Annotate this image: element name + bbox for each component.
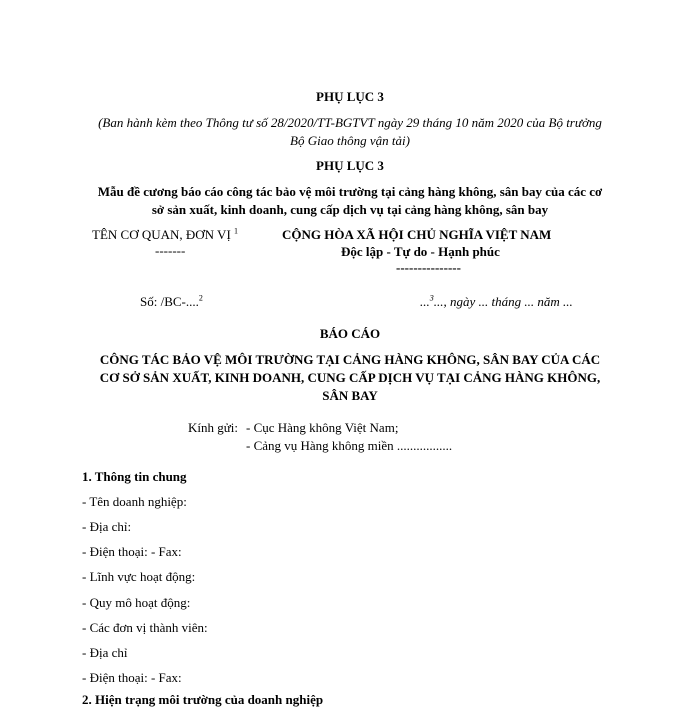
org-name-footnote: 1 (234, 226, 239, 236)
list-item-phone-fax: - Điện thoại: - Fax: (82, 544, 182, 559)
list-item-address: - Địa chỉ: (82, 519, 132, 534)
report-subtitle-line1: CÔNG TÁC BẢO VỆ MÔI TRƯỜNG TẠI CẢNG HÀNG KHÔNG, SÂN BAY CỦA CÁC (99, 352, 601, 367)
list-item-member-phone-fax: - Điện thoại: - Fax: (82, 670, 182, 685)
section-2-heading: 2. Hiện trạng môi trường của doanh nghiệp (82, 692, 324, 707)
date-footnote: 3 (429, 293, 434, 303)
report-title: BÁO CÁO (319, 326, 381, 341)
appendix-title: PHỤ LỤC 3 (316, 89, 384, 104)
section-1-heading: 1. Thông tin chung (82, 469, 187, 484)
list-item-operation-scale: - Quy mô hoạt động: (82, 595, 191, 610)
national-motto: Độc lập - Tự do - Hạnh phúc (341, 244, 500, 259)
report-subtitle-line3: SÂN BAY (322, 388, 378, 403)
recipient-2: - Cảng vụ Hàng không miền ................. (246, 438, 453, 453)
form-title-line2: sở sản xuất, kinh doanh, cung cấp dịch vụ tại cảng hàng không, sân bay (151, 202, 549, 217)
org-name: TÊN CƠ QUAN, ĐƠN VỊ $^1$ (92, 226, 239, 242)
form-title-line1: Mẫu đề cương báo cáo công tác bảo vệ môi trường tại cảng hàng không, sân bay của các cơ (97, 184, 603, 199)
nation-name: CỘNG HÒA XÃ HỘI CHỦ NGHĨA VIỆT NAM (282, 227, 552, 242)
list-item-business-field: - Lĩnh vực hoạt động: (82, 569, 196, 584)
issuance-note-line1: (Ban hành kèm theo Thông tư số 28/2020/TT-BGTVT ngày 29 tháng 10 năm 2020 của Bộ trưởng (98, 115, 602, 130)
doc-number-footnote: 2 (198, 293, 203, 303)
list-item-member-address: - Địa chỉ (82, 645, 128, 660)
issuance-note-line2: Bộ Giao thông vận tải) (290, 133, 410, 148)
document-number: Số: /BC-....$^2$ (140, 293, 203, 309)
list-item-member-units: - Các đơn vị thành viên: (82, 620, 208, 635)
appendix-title-repeat: PHỤ LỤC 3 (316, 158, 384, 173)
motto-dashes: --------------- (396, 260, 461, 275)
place-date: ...$^3$..., ngày ... tháng ... năm ... (420, 293, 573, 309)
recipient-1: - Cục Hàng không Việt Nam; (246, 420, 399, 435)
org-dashes: ------- (155, 243, 186, 258)
recipients-label: Kính gửi: (188, 420, 239, 435)
report-subtitle-line2: CƠ SỞ SẢN XUẤT, KINH DOANH, CUNG CẤP DỊCH VỤ TẠI CẢNG HÀNG KHÔNG, (99, 370, 601, 385)
list-item-company-name: - Tên doanh nghiệp: (82, 494, 187, 509)
